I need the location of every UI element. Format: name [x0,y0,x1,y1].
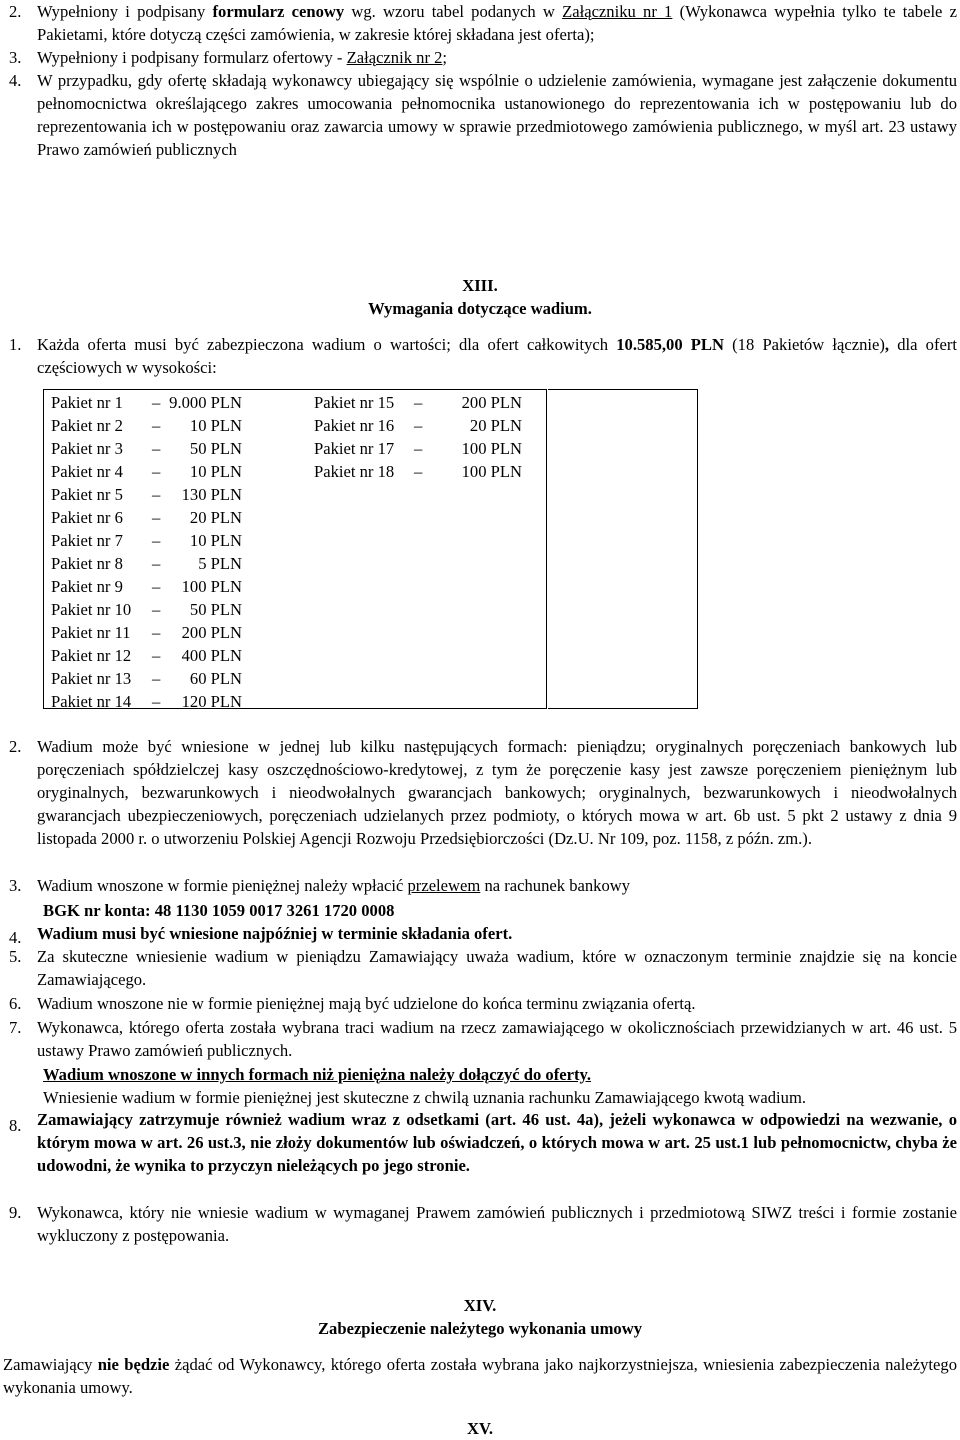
list-number: 6. [9,994,22,1013]
package-row [51,552,242,575]
non-cash-deposit-note: Wadium wnoszone w innych formach niż pieniężna należy dołączyć do oferty. [43,1065,592,1084]
requirement-text: Zamawiający zatrzymuje również wadium wraz z odsetkami (art. 46 ust. 4a), jeżeli wykonawca w odpowiedzi na wezwanie, o którym mowa w art. 26 ust.3, nie złoży dokumentów lub oświadczeń, o których mowa w art. 25 ust.1 lub pełnomocnictw, chyba że udowodni, że wynika to przyczyn nieleżących po jego stronie. [37,1110,957,1175]
package-row [51,598,242,621]
package-row [51,644,242,667]
list-number: 7. [9,1018,22,1037]
text-fragment: , [884,335,890,354]
requirement-text [37,874,957,897]
package-row [51,529,242,552]
text-fragment: Załączniku nr 1 [562,2,673,21]
requirement-text: Wykonawca, który nie wniesie wadium w wymaganej Prawem zamówień publicznych i przedmiotową SIWZ treści i formie zostanie wykluczony z postępowania. [37,1203,957,1245]
package-dash: – [152,646,161,665]
requirement-text: Wadium może być wniesione w jednej lub kilku następujących formach: pieniądzu; oryginalnych poręczeniach bankowych lub poręczeniach spółdzielczej kasy oszczędnościowo-kredytowej, z tym że poręczenie kasy jest zawsze poręczeniem pieniężnym lub oryginalnych, bezwarunkowych i nieodwołalnych gwarancjach bankowych; oryginalnych, bezwarunkowych i nieodwołalnych gwarancjach ubezpieczeniowych, poręczeniach udzielanych przez podmioty, o których mowa w art. 6b ust. 5 pkt 2 ustawy z dnia 9 listopada 2000 r. o utworzeniu Polskiej Agencji Rozwoju Przedsiębiorczości (Dz.U. Nr 109, poz. 1158, z późn. zm.). [37,737,957,848]
package-amount: 50 PLN [189,439,242,458]
package-label: Pakiet nr 13 [51,669,132,688]
package-label: Pakiet nr 4 [51,462,123,481]
text-fragment: (Wykonawca wypełnia tylko te tabele z Pakietami, które dotyczą części zamówienia, w zakresie której składana jest oferta); [37,2,958,44]
text-fragment: ; [442,48,448,67]
package-label: Pakiet nr 12 [51,646,132,665]
package-dash: – [152,508,161,527]
requirement-text: Wykonawca, którego oferta została wybrana traci wadium na rzecz zamawiającego w okolicznościach przewidzianych w art. 46 ust. 5 ustawy Prawo zamówień publicznych. [37,1018,957,1060]
package-label: Pakiet nr 16 [314,416,395,435]
bank-account: BGK nr konta: 48 1130 1059 0017 3261 1720 0008 [43,901,395,920]
text-fragment: formularz cenowy [212,2,345,21]
package-amount: 10 PLN [189,416,242,435]
requirement-text: Wadium wnoszone nie w formie pieniężnej mają być udzielone do końca terminu związania ofertą. [37,994,696,1013]
package-table [43,389,547,709]
package-dash: – [152,554,161,573]
package-label: Pakiet nr 6 [51,508,123,527]
list-number: 3. [9,48,22,67]
package-row [51,414,242,437]
text-fragment: Wypełniony i podpisany [37,2,213,21]
text-fragment: Załącznik nr 2 [346,48,443,67]
package-row [51,460,242,483]
package-amount: 100 PLN [461,439,522,458]
package-dash: – [414,439,423,458]
section-paragraph [3,1353,957,1399]
package-row [314,460,522,483]
section-title: Zabezpieczenie należytego wykonania umowy [317,1319,643,1338]
package-row [51,506,242,529]
package-label: Pakiet nr 10 [51,600,132,619]
package-amount: 60 PLN [189,669,242,688]
package-row [51,437,242,460]
package-label: Pakiet nr 2 [51,416,123,435]
package-dash: – [152,600,161,619]
package-row [51,621,242,644]
package-dash: – [414,462,423,481]
package-dash: – [152,439,161,458]
package-label: Pakiet nr 3 [51,439,123,458]
package-dash: – [152,416,161,435]
package-dash: – [152,485,161,504]
list-number: 4. [9,71,22,90]
package-label: Pakiet nr 15 [314,393,395,412]
requirement-text: Za skuteczne wniesienie wadium w pieniądzu Zamawiający uważa wadium, które w oznaczonym terminie znajdzie się na koncie Zamawiającego. [37,947,957,989]
list-number: 9. [9,1203,22,1222]
package-dash: – [414,416,423,435]
package-label: Pakiet nr 8 [51,554,123,573]
package-amount: 400 PLN [181,646,242,665]
package-row [51,391,242,414]
text-fragment: (18 Pakietów łącznie) [723,335,885,354]
section-numeral: XIV. [463,1296,497,1315]
section-numeral: XV. [467,1419,493,1438]
package-label: Pakiet nr 18 [314,462,395,481]
package-amount: 100 PLN [461,462,522,481]
package-dash: – [152,692,161,711]
package-dash: – [152,393,161,412]
text-fragment: Każda oferta musi być zabezpieczona wadium o wartości; dla ofert całkowitych [37,335,617,354]
package-amount: 120 PLN [181,692,242,711]
package-dash: – [152,462,161,481]
list-number: 4. [9,928,22,947]
package-amount: 100 PLN [181,577,242,596]
package-amount: 10 PLN [189,531,242,550]
package-label: Pakiet nr 17 [314,439,395,458]
text-fragment: Zamawiający [3,1355,98,1374]
package-amount: 50 PLN [189,600,242,619]
package-amount: 20 PLN [469,416,522,435]
package-amount: 9.000 PLN [169,393,242,412]
package-row [51,690,242,713]
text-fragment: na rachunek bankowy [480,876,631,895]
package-row [51,667,242,690]
cash-deposit-note: Wniesienie wadium w formie pieniężnej jest skuteczne z chwilą uznania rachunku Zamawiającego kwotą wadium. [43,1088,807,1107]
list-number: 5. [9,947,22,966]
package-amount: 200 PLN [181,623,242,642]
list-number: 3. [9,876,22,895]
section-numeral: XIII. [462,276,498,295]
package-table-empty-cell [548,389,698,709]
list-text [37,0,957,46]
text-fragment: dla ofert częściowych w wysokości: [37,335,958,377]
package-label: Pakiet nr 9 [51,577,123,596]
package-label: Pakiet nr 7 [51,531,123,550]
text-fragment: nie będzie [97,1355,170,1374]
package-row [314,437,522,460]
package-row [51,483,242,506]
package-dash: – [152,531,161,550]
package-amount: 10 PLN [189,462,242,481]
package-label: Pakiet nr 1 [51,393,123,412]
text-fragment: 10.585,00 PLN [616,335,724,354]
package-amount: 200 PLN [461,393,522,412]
list-text [37,46,957,69]
package-row [314,414,522,437]
list-number: 2. [9,737,22,756]
package-row [314,391,522,414]
package-dash: – [414,393,423,412]
transfer-word: przelewem [407,876,481,895]
package-row [51,575,242,598]
section-title: Wymagania dotyczące wadium. [368,299,592,318]
requirement-text: Wadium musi być wniesione najpóźniej w terminie składania ofert. [37,924,513,943]
text-fragment: Wypełniony i podpisany formularz ofertowy - [37,48,347,67]
text-fragment: wg. wzoru tabel podanych w [344,2,563,21]
package-amount: 130 PLN [181,485,242,504]
package-amount: 20 PLN [189,508,242,527]
text-fragment: W przypadku, gdy ofertę składają wykonawcy ubiegający się wspólnie o udzielenie zamówienia, wymagane jest załączenie dokumentu pełnomocnictwa określającego zakres umocowania pełnomocnika ustanowionego do reprezentowania ich w postępowaniu lub do reprezentowania ich w postępowaniu oraz zawarcia umowy w sprawie przedmiotowego zamówienia publicznego, w myśl art. 23 ustawy Prawo zamówień publicznych [37,71,957,159]
package-dash: – [152,623,161,642]
package-dash: – [152,669,161,688]
package-dash: – [152,577,161,596]
text-fragment: żądać od Wykonawcy, którego oferta została wybrana jako najkorzystniejsza, wniesienia zabezpieczenia należytego wykonania umowy. [3,1355,958,1397]
package-label: Pakiet nr 5 [51,485,123,504]
list-number: 8. [9,1116,22,1135]
package-label: Pakiet nr 11 [51,623,131,642]
requirement-text [37,333,957,379]
list-number: 1. [9,335,22,354]
list-text [37,69,957,161]
text-fragment: Wadium wnoszone w formie pieniężnej należy wpłacić [37,876,408,895]
list-number: 2. [9,2,22,21]
package-label: Pakiet nr 14 [51,692,132,711]
package-amount: 5 PLN [198,554,242,573]
